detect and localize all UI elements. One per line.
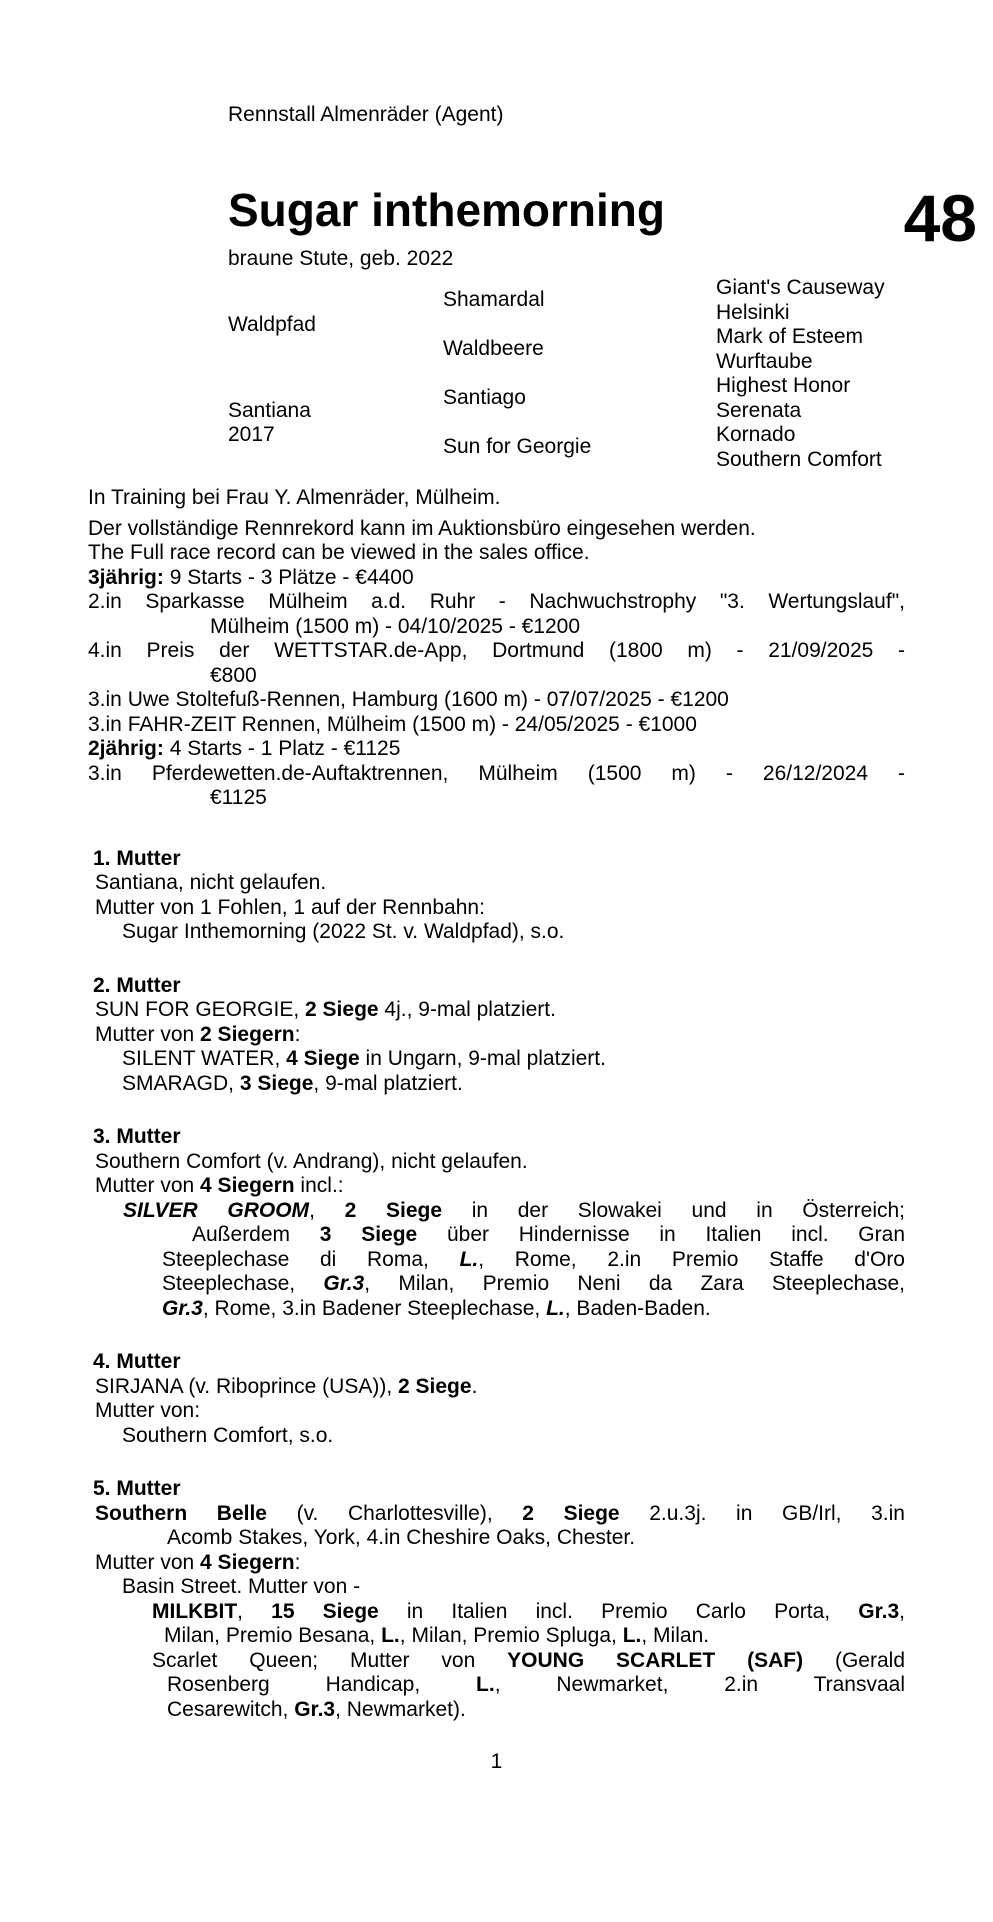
page-number: 1 — [490, 1750, 503, 1773]
pedigree-g3-name: Wurftaube — [716, 349, 813, 373]
dam-section-1-heading: 1. Mutter — [93, 846, 181, 870]
race-result-line: 3.in Uwe Stoltefuß-Rennen, Hamburg (1600 m) - 07/07/2025 - €1200 — [88, 688, 729, 711]
pedigree-dam-year: 2017 — [228, 423, 275, 446]
dam-offspring-line-continuation: Steeplechase di Roma, L., Rome, 2.in Premio Staffe d'Oro — [162, 1247, 905, 1271]
pedigree-dam — [228, 374, 443, 472]
dam-offspring-line-continuation: Cesarewitch, Gr.3, Newmarket). — [167, 1697, 466, 1721]
dam-offspring-line: SILENT WATER, 4 Siege in Ungarn, 9-mal platziert. — [122, 1047, 606, 1070]
dam-line: Santiana, nicht gelaufen. — [95, 871, 327, 894]
dam-section-4 — [88, 1350, 905, 1448]
dam-line: Southern Comfort (v. Andrang), nicht gelaufen. — [95, 1149, 528, 1173]
dam-section-3-heading: 3. Mutter — [93, 1125, 181, 1148]
dam-offspring-line-continuation: Rosenberg Handicap, L., Newmarket, 2.in Transvaal — [167, 1673, 906, 1696]
dam-offspring-line-continuation: Milan, Premio Besana, L., Milan, Premio Spluga, L., Milan. — [164, 1624, 710, 1647]
pedigree-sire-name: Waldpfad — [228, 312, 316, 336]
dam-offspring-line: Southern Comfort, s.o. — [122, 1423, 334, 1447]
dam-line: Mutter von 4 Siegern incl.: — [95, 1174, 344, 1197]
dam-section-2 — [88, 974, 905, 1097]
dam-offspring-line: Sugar Inthemorning (2022 St. v. Waldpfad), s.o. — [122, 920, 565, 943]
dam-section-1 — [88, 847, 905, 945]
race-record-note-en: The Full race record can be viewed in the sales office. — [88, 541, 590, 564]
race-result-line-continuation: Mülheim (1500 m) - 04/10/2025 - €1200 — [210, 614, 581, 638]
race-result-line: 3.in Pferdewetten.de-Auftaktrennen, Mülheim (1500 m) - 26/12/2024 - — [88, 761, 905, 785]
dam-section-5 — [88, 1477, 905, 1722]
race-result-line: 4.in Preis der WETTSTAR.de-App, Dortmund (1800 m) - 21/09/2025 - — [88, 639, 905, 662]
pedigree-g3-name: Giant's Causeway — [716, 276, 885, 299]
dam-offspring-line: Basin Street. Mutter von - — [122, 1575, 361, 1598]
race-result-line: 3.in FAHR-ZEIT Rennen, Mülheim (1500 m) - 24/05/2025 - €1000 — [88, 712, 697, 736]
pedigree-sire — [228, 276, 443, 374]
dam-section-3 — [88, 1125, 905, 1321]
dam-line: SUN FOR GEORGIE, 2 Siege 4j., 9-mal platziert. — [95, 998, 556, 1021]
dam-line: SIRJANA (v. Riboprince (USA)), 2 Siege. — [95, 1374, 478, 1398]
race-record-season-2yo: 2jährig: 4 Starts - 1 Platz - €1125 — [88, 737, 401, 760]
pedigree-generation-1 — [228, 276, 443, 472]
dam-line: Mutter von: — [95, 1399, 201, 1422]
dam-line: Southern Belle (v. Charlottesville), 2 Siege 2.u.3j. in GB/Irl, 3.in — [95, 1501, 905, 1525]
dam-offspring-line-continuation: Außerdem 3 Siege über Hindernisse in Italien incl. Gran — [192, 1223, 905, 1246]
dam-offspring-line: Scarlet Queen; Mutter von YOUNG SCARLET (SAF) (Gerald — [152, 1648, 906, 1672]
dam-section-4-heading: 4. Mutter — [93, 1350, 181, 1373]
dam-line-continuation: Acomb Stakes, York, 4.in Cheshire Oaks, Chester. — [167, 1526, 636, 1549]
dam-offspring-line: SILVER GROOM, 2 Siege in der Slowakei und in Österreich; — [123, 1198, 906, 1222]
dam-line: Mutter von 2 Siegern: — [95, 1022, 301, 1046]
catalog-page — [0, 103, 993, 1775]
pedigree-generation-2 — [443, 276, 716, 472]
pedigree-g3-name: Serenata — [716, 398, 802, 422]
dam-offspring-line-continuation: Gr.3, Rome, 3.in Badener Steeplechase, L., Baden-Baden. — [162, 1296, 711, 1320]
consignor-name: Rennstall Almenräder (Agent) — [228, 103, 504, 126]
pedigree-table — [228, 276, 905, 472]
pedigree-sire-dam: Waldbeere — [443, 337, 544, 361]
race-record-note-de: Der vollständige Rennrekord kann im Auktionsbüro eingesehen werden. — [88, 516, 756, 540]
dam-section-5-heading: 5. Mutter — [93, 1477, 181, 1500]
horse-name: Sugar inthemorning — [228, 183, 665, 236]
pedigree-dam-dam: Sun for Georgie — [443, 435, 592, 459]
lot-number: 48 — [903, 181, 977, 255]
pedigree-g3-name: Highest Honor — [716, 374, 851, 397]
pedigree-sire-sire: Shamardal — [443, 288, 545, 312]
pedigree-dam-sire: Santiago — [443, 386, 526, 410]
pedigree-g3-name: Mark of Esteem — [716, 325, 864, 348]
race-result-line-continuation: €800 — [210, 663, 257, 687]
training-note: In Training bei Frau Y. Almenräder, Mülheim. — [88, 486, 501, 509]
dam-offspring-line: MILKBIT, 15 Siege in Italien incl. Premio Carlo Porta, Gr.3, — [152, 1599, 905, 1623]
pedigree-g3-name: Helsinki — [716, 300, 790, 324]
dam-section-2-heading: 2. Mutter — [93, 973, 181, 997]
dam-line: Mutter von 4 Siegern: — [95, 1550, 301, 1574]
race-record-season-3yo: 3jährig: 9 Starts - 3 Plätze - €4400 — [88, 565, 414, 589]
pedigree-dam-name: Santiana — [228, 398, 311, 422]
pedigree-g3-name: Southern Comfort — [716, 447, 882, 471]
pedigree-generation-3 — [716, 276, 905, 472]
dam-line: Mutter von 1 Fohlen, 1 auf der Rennbahn: — [95, 895, 485, 919]
race-record — [88, 517, 905, 811]
dam-offspring-line: SMARAGD, 3 Siege, 9-mal platziert. — [122, 1071, 463, 1095]
dam-offspring-line-continuation: Steeplechase, Gr.3, Milan, Premio Neni da Zara Steeplechase, — [162, 1272, 905, 1295]
horse-description: braune Stute, geb. 2022 — [228, 246, 454, 270]
race-result-line-continuation: €1125 — [210, 786, 267, 809]
pedigree-g3-name: Kornado — [716, 423, 796, 446]
race-result-line: 2.in Sparkasse Mülheim a.d. Ruhr - Nachwuchstrophy "3. Wertungslauf", — [88, 590, 905, 613]
